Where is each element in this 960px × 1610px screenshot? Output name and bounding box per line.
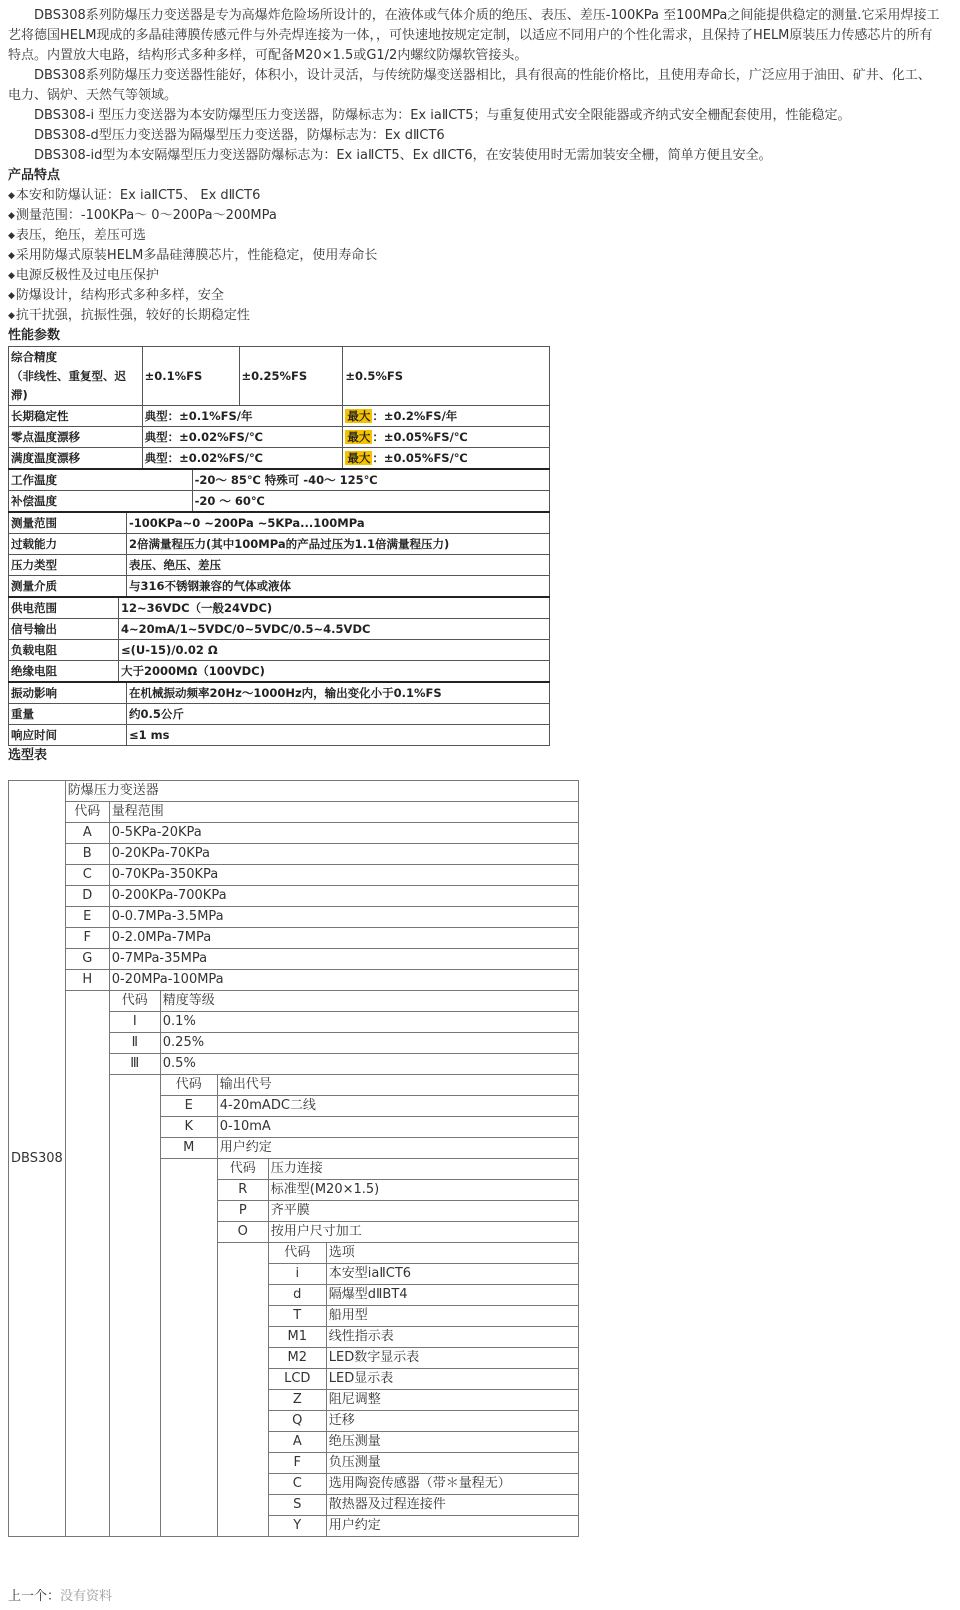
- feature-item: [8, 186, 942, 206]
- option-code: M: [160, 1138, 217, 1159]
- option-desc: 0-10mA: [217, 1117, 578, 1138]
- max-value: ：±0.05%FS/℃: [372, 451, 468, 465]
- intro-section: [8, 6, 940, 166]
- model-code: DBS308: [9, 781, 66, 1537]
- param-value: 2倍满量程压力(其中100MPa的产品过压为1.1倍满量程压力): [127, 534, 550, 555]
- param-value: 在机械振动频率20Hz～1000Hz内，输出变化小于0.1%FS: [127, 682, 550, 704]
- table-row: [9, 619, 550, 640]
- max-badge: 最大: [347, 430, 371, 444]
- feature-item: [8, 226, 942, 246]
- option-code: i: [268, 1264, 326, 1285]
- option-code: Ⅲ: [109, 1054, 160, 1075]
- selection-table: [8, 780, 579, 1537]
- table-row: [9, 725, 550, 746]
- table-row: [9, 823, 579, 844]
- feature-item: [8, 286, 942, 306]
- indent-spacer: [217, 1243, 268, 1537]
- feature-item: [8, 266, 942, 286]
- indent-spacer: [160, 1159, 217, 1537]
- bullet-icon: ◆: [8, 271, 15, 281]
- option-desc: 0-70KPa-350KPa: [109, 865, 578, 886]
- indent-spacer: [65, 991, 109, 1537]
- table-row: [9, 949, 579, 970]
- option-desc: 0-0.7MPa-3.5MPa: [109, 907, 578, 928]
- option-desc: 船用型: [326, 1306, 578, 1327]
- option-code: d: [268, 1285, 326, 1306]
- param-label: 长期稳定性: [9, 406, 143, 427]
- bullet-icon: ◆: [8, 191, 15, 201]
- table-row: [9, 991, 579, 1012]
- param-value: 与316不锈钢兼容的气体或液体: [127, 576, 550, 597]
- param-value: 约0.5公斤: [127, 704, 550, 725]
- option-desc: 0.1%: [160, 1012, 578, 1033]
- option-desc: 隔爆型dⅡBT4: [326, 1285, 578, 1306]
- intro-paragraph: DBS308-i 型压力变送器为本安防爆型压力变送器，防爆标志为：Ex iaⅡCT5；与重复使用式安全限能器或齐纳式安全栅配套使用，性能稳定。: [34, 108, 851, 123]
- bullet-icon: ◆: [8, 211, 15, 221]
- bullet-icon: ◆: [8, 251, 15, 261]
- param-value: ≤1 ms: [127, 725, 550, 746]
- param-value: -100KPa~0 ~200Pa ~5KPa...100MPa: [127, 512, 550, 534]
- param-value: 典型：±0.1%FS/年: [142, 406, 343, 427]
- feature-text: 测量范围：-100KPa～ 0～200Pa～200MPa: [15, 208, 277, 223]
- feature-item: [8, 206, 942, 226]
- table-row: [9, 491, 550, 512]
- feature-text: 表压，绝压，差压可选: [15, 228, 146, 243]
- code-header: 代码: [268, 1243, 326, 1264]
- features-heading: 产品特点: [8, 168, 61, 183]
- option-desc: 散热器及过程连接件: [326, 1495, 578, 1516]
- feature-text: 电源反极性及过电压保护: [15, 268, 159, 283]
- option-code: Z: [268, 1390, 326, 1411]
- name-header: 精度等级: [160, 991, 578, 1012]
- option-code: A: [268, 1432, 326, 1453]
- name-header: 选项: [326, 1243, 578, 1264]
- prev-label: 上一个：: [8, 1589, 61, 1604]
- option-code: H: [65, 970, 109, 991]
- bullet-icon: ◆: [8, 231, 15, 241]
- table-row: [9, 970, 579, 991]
- param-label: 综合精度 （非线性、重复型、迟滞): [9, 347, 143, 406]
- feature-text: 本安和防爆认证：Ex iaⅡCT5、 Ex dⅡCT6: [15, 188, 261, 203]
- code-header: 代码: [65, 802, 109, 823]
- table-row: [9, 640, 550, 661]
- name-header: 量程范围: [109, 802, 578, 823]
- option-code: O: [217, 1222, 268, 1243]
- table-row: [9, 802, 579, 823]
- option-desc: 0-20MPa-100MPa: [109, 970, 578, 991]
- param-value: ±0.25%FS: [239, 347, 343, 406]
- option-code: C: [268, 1474, 326, 1495]
- table-row: [9, 597, 550, 619]
- name-header: 输出代号: [217, 1075, 578, 1096]
- performance-table: [8, 346, 550, 512]
- param-label: 零点温度漂移: [9, 427, 143, 448]
- intro-paragraph: DBS308系列防爆压力变送器是专为高爆炸危险场所设计的，在液体或气体介质的绝压、表压、差压-100KPa 至100MPa之间能提供稳定的测量.它采用焊接工艺将德国HELM现成的多晶硅薄膜传感元件与外壳焊连接为一体，，可快速地按规定定制，以适应不同用户的个性化需求，且保持了HELM原装压力传感芯片的所有特点。内置放大电路，结构形式多种多样，可配备M20×1.5或G1/2内螺纹防爆软管接头。: [8, 8, 940, 63]
- param-label: 重量: [9, 704, 127, 725]
- param-value: -20 ～ 60℃: [192, 491, 549, 512]
- name-header: 压力连接: [268, 1159, 578, 1180]
- option-code: E: [160, 1096, 217, 1117]
- table-row: [9, 512, 550, 534]
- performance-table-group-b: [8, 596, 550, 682]
- param-value: [343, 406, 550, 427]
- code-header: 代码: [160, 1075, 217, 1096]
- param-value: 典型：±0.02%FS/℃: [142, 427, 343, 448]
- option-code: A: [65, 823, 109, 844]
- option-code: F: [268, 1453, 326, 1474]
- option-desc: 0-200KPa-700KPa: [109, 886, 578, 907]
- option-code: F: [65, 928, 109, 949]
- table-row: [9, 682, 550, 704]
- param-label: 压力类型: [9, 555, 127, 576]
- table-row: [9, 661, 550, 682]
- param-value: [343, 427, 550, 448]
- param-label: 补偿温度: [9, 491, 193, 512]
- param-value: 12~36VDC（一般24VDC): [119, 597, 550, 619]
- option-code: B: [65, 844, 109, 865]
- table-row: [9, 928, 579, 949]
- option-desc: 4-20mADC二线: [217, 1096, 578, 1117]
- article: [8, 6, 942, 1537]
- performance-table-group-c: [8, 681, 550, 746]
- param-label: 振动影响: [9, 682, 127, 704]
- option-code: P: [217, 1201, 268, 1222]
- option-desc: 线性指示表: [326, 1327, 578, 1348]
- bullet-icon: ◆: [8, 291, 15, 301]
- option-desc: 本安型iaⅡCT6: [326, 1264, 578, 1285]
- param-label: 绝缘电阻: [9, 661, 119, 682]
- table-row: [9, 704, 550, 725]
- option-desc: 按用户尺寸加工: [268, 1222, 578, 1243]
- performance-table-group-a: [8, 511, 550, 597]
- param-label: 满度温度漂移: [9, 448, 143, 470]
- option-code: E: [65, 907, 109, 928]
- table-row: [9, 469, 550, 491]
- option-desc: 选用陶瓷传感器（带＊量程无）: [326, 1474, 578, 1495]
- option-code: Ⅰ: [109, 1012, 160, 1033]
- option-code: T: [268, 1306, 326, 1327]
- option-desc: 0-5KPa-20KPa: [109, 823, 578, 844]
- option-code: M1: [268, 1327, 326, 1348]
- code-header: 代码: [109, 991, 160, 1012]
- table-row: [9, 347, 550, 406]
- selection-heading: 选型表: [8, 748, 48, 763]
- option-code: Q: [268, 1411, 326, 1432]
- feature-text: 抗干扰强，抗振性强，较好的长期稳定性: [15, 308, 250, 323]
- feature-text: 防爆设计，结构形式多种多样，安全: [15, 288, 224, 303]
- max-value: ：±0.05%FS/℃: [372, 430, 468, 444]
- option-code: R: [217, 1180, 268, 1201]
- intro-paragraph: DBS308-id型为本安隔爆型压力变送器防爆标志为：Ex iaⅡCT5、Ex dⅡCT6，在安装使用时无需加装安全栅，简单方便且安全。: [34, 148, 772, 163]
- option-code: D: [65, 886, 109, 907]
- max-badge: 最大: [347, 451, 371, 465]
- param-label: 过载能力: [9, 534, 127, 555]
- option-desc: LED显示表: [326, 1369, 578, 1390]
- option-code: M2: [268, 1348, 326, 1369]
- param-value: [343, 448, 550, 470]
- table-row: [9, 907, 579, 928]
- param-label: 测量范围: [9, 512, 127, 534]
- table-row: [9, 555, 550, 576]
- option-code: G: [65, 949, 109, 970]
- option-code: K: [160, 1117, 217, 1138]
- option-desc: 0.5%: [160, 1054, 578, 1075]
- table-row: [9, 781, 579, 802]
- param-value: -20～ 85℃ 特殊可 -40～ 125℃: [192, 469, 549, 491]
- option-desc: 0-7MPa-35MPa: [109, 949, 578, 970]
- max-value: ：±0.2%FS/年: [372, 409, 458, 423]
- param-label: 测量介质: [9, 576, 127, 597]
- feature-item: [8, 306, 942, 326]
- option-desc: 负压测量: [326, 1453, 578, 1474]
- performance-heading: 性能参数: [8, 328, 61, 343]
- table-row: [9, 406, 550, 427]
- table-row: [9, 865, 579, 886]
- indent-spacer: [109, 1075, 160, 1537]
- param-value: ±0.5%FS: [343, 347, 550, 406]
- option-desc: LED数字显示表: [326, 1348, 578, 1369]
- prev-article-nav: [8, 1585, 112, 1604]
- param-value: 典型：±0.02%FS/℃: [142, 448, 343, 470]
- option-desc: 0-20KPa-70KPa: [109, 844, 578, 865]
- option-desc: 0.25%: [160, 1033, 578, 1054]
- bullet-icon: ◆: [8, 311, 15, 321]
- param-value: ±0.1%FS: [142, 347, 239, 406]
- max-badge: 最大: [347, 409, 371, 423]
- option-desc: 迁移: [326, 1411, 578, 1432]
- option-desc: 齐平膜: [268, 1201, 578, 1222]
- option-code: Y: [268, 1516, 326, 1537]
- intro-paragraph: DBS308-d型压力变送器为隔爆型压力变送器，防爆标志为：Ex dⅡCT6: [34, 128, 445, 143]
- table-row: [9, 576, 550, 597]
- option-code: LCD: [268, 1369, 326, 1390]
- option-desc: 绝压测量: [326, 1432, 578, 1453]
- param-label: 供电范围: [9, 597, 119, 619]
- option-desc: 0-2.0MPa-7MPa: [109, 928, 578, 949]
- option-desc: 阻尼调整: [326, 1390, 578, 1411]
- param-label: 工作温度: [9, 469, 193, 491]
- intro-paragraph: DBS308系列防爆压力变送器性能好，体积小，设计灵活，与传统防爆变送器相比，具有很高的性能价格比，且使用寿命长，广泛应用于油田、矿井、化工、电力、锅炉、天然气等领域。: [8, 68, 931, 103]
- table-row: [9, 886, 579, 907]
- param-value: 4~20mA/1~5VDC/0~5VDC/0.5~4.5VDC: [119, 619, 550, 640]
- code-header: 代码: [217, 1159, 268, 1180]
- features-list: [8, 186, 942, 326]
- model-name: 防爆压力变送器: [65, 781, 578, 802]
- table-row: [9, 844, 579, 865]
- option-code: C: [65, 865, 109, 886]
- option-desc: 用户约定: [326, 1516, 578, 1537]
- option-desc: 标准型(M20×1.5): [268, 1180, 578, 1201]
- param-value: ≤(U-15)/0.02 Ω: [119, 640, 550, 661]
- option-code: S: [268, 1495, 326, 1516]
- option-desc: 用户约定: [217, 1138, 578, 1159]
- prev-link[interactable]: 没有资料: [60, 1589, 113, 1604]
- param-value: 表压、绝压、差压: [127, 555, 550, 576]
- param-value: 大于2000MΩ（100VDC): [119, 661, 550, 682]
- table-row: [9, 448, 550, 470]
- param-label: 信号输出: [9, 619, 119, 640]
- table-row: [9, 534, 550, 555]
- option-code: Ⅱ: [109, 1033, 160, 1054]
- param-label: 负载电阻: [9, 640, 119, 661]
- table-row: [9, 427, 550, 448]
- feature-text: 采用防爆式原装HELM多晶硅薄膜芯片，性能稳定，使用寿命长: [15, 248, 378, 263]
- feature-item: [8, 246, 942, 266]
- param-label: 响应时间: [9, 725, 127, 746]
